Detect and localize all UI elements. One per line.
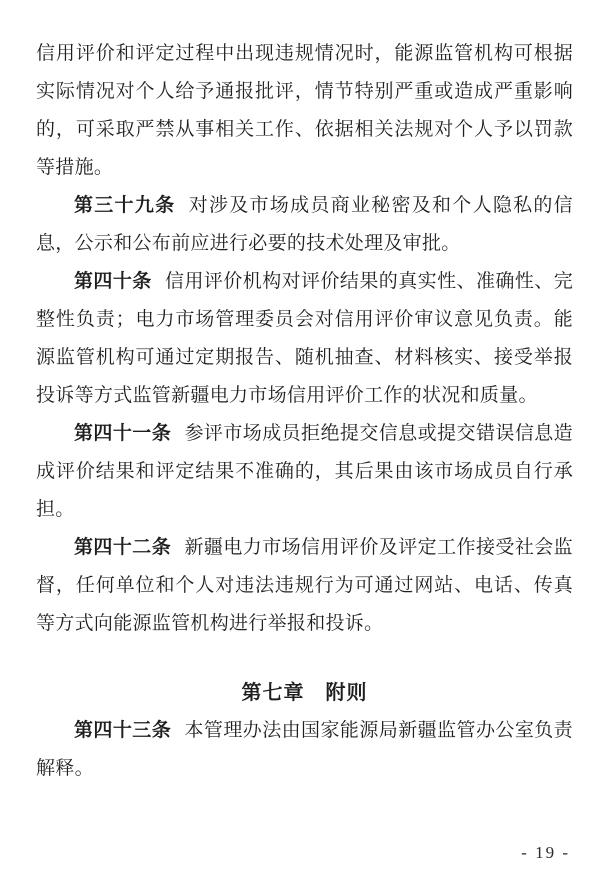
paragraph-text: 本管理办法由国家能源局新疆监管办公室负责解释。 — [36, 720, 573, 779]
article-number: 第四十一条 — [74, 423, 172, 444]
paragraph-text: 信用评价机构对评价结果的真实性、准确性、完整性负责；电力市场管理委员会对信用评价审议意见负责。能源监管机构可通过定期报告、随机抽查、材料核实、接受举报投诉等方式监管新疆电力市场信用评价工作的状况和质量。 — [36, 271, 573, 406]
paragraph — [36, 712, 573, 788]
document-body — [36, 35, 573, 788]
paragraph-text: 参评市场成员拒绝提交信息或提交错误信息造成评价结果和评定结果不准确的，其后果由该市场成员自行承担。 — [36, 423, 573, 520]
paragraph-text: 信用评价和评定过程中出现违规情况时，能源监管机构可根据实际情况对个人给予通报批评，情节特别严重或造成严重影响的，可采取严禁从事相关工作、依据相关法规对个人予以罚款等措施。 — [36, 43, 573, 178]
chapter-heading: 第七章 附则 — [241, 682, 368, 704]
paragraph — [36, 415, 573, 529]
paragraph-text: 新疆电力市场信用评价及评定工作接受社会监督，任何单位和个人对违法违规行为可通过网站、电话、传真等方式向能源监管机构进行举报和投诉。 — [36, 537, 573, 634]
paragraph — [36, 35, 573, 187]
article-number: 第四十条 — [74, 271, 152, 292]
paragraph — [36, 529, 573, 643]
paragraph — [36, 187, 573, 263]
article-number: 第四十三条 — [74, 720, 172, 741]
paragraph — [36, 263, 573, 415]
article-number: 第三十九条 — [74, 195, 176, 216]
article-number: 第四十二条 — [74, 537, 172, 558]
page-number: - 19 - — [521, 843, 570, 862]
paragraph-text: 对涉及市场成员商业秘密及和个人隐私的信息，公示和公布前应进行必要的技术处理及审批。 — [36, 195, 573, 254]
